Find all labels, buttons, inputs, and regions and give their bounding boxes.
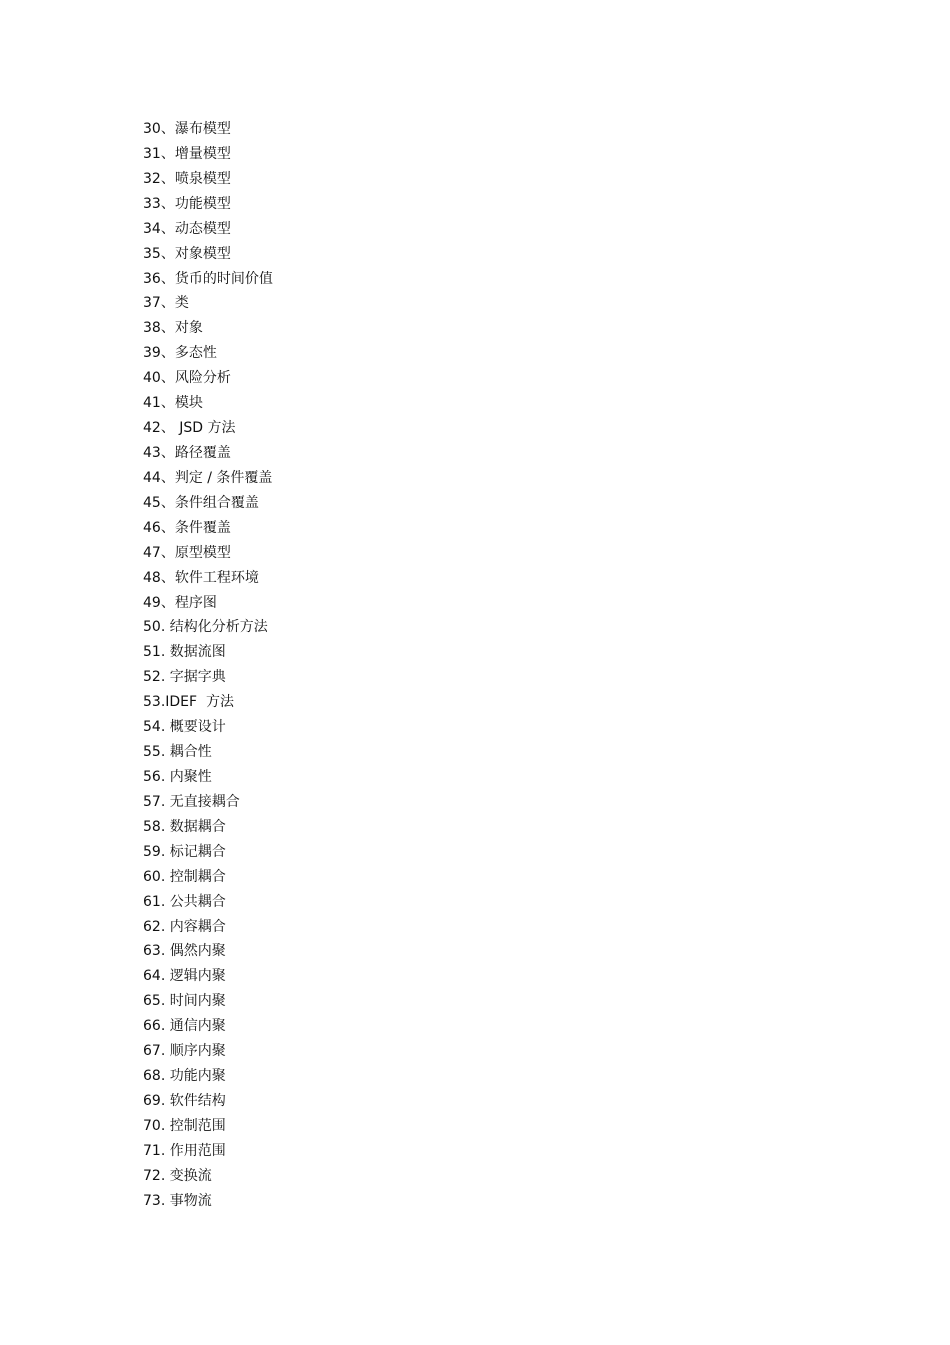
list-item: 49、程序图 (143, 594, 217, 611)
list-item: 48、软件工程环境 (143, 569, 259, 586)
list-item: 60. 控制耦合 (143, 868, 226, 885)
list-item: 36、货币的时间价值 (143, 270, 273, 287)
list-item: 62. 内容耦合 (143, 918, 226, 935)
list-item: 38、对象 (143, 320, 203, 337)
list-item: 40、风险分析 (143, 370, 231, 387)
list-item: 72. 变换流 (143, 1167, 212, 1184)
list-item: 52. 字据字典 (143, 669, 226, 686)
list-item: 70. 控制范围 (143, 1117, 226, 1134)
list-item: 54. 概要设计 (143, 719, 226, 736)
list-item: 32、喷泉模型 (143, 170, 231, 187)
list-item: 67. 顺序内聚 (143, 1043, 226, 1060)
list-item: 41、模块 (143, 395, 203, 412)
list-item: 68. 功能内聚 (143, 1068, 226, 1085)
list-item: 71. 作用范围 (143, 1142, 226, 1159)
list-item: 37、类 (143, 295, 189, 312)
list-item: 44、判定 / 条件覆盖 (143, 469, 273, 486)
list-item: 56. 内聚性 (143, 768, 212, 785)
list-item: 33、功能模型 (143, 195, 231, 212)
list-item: 46、条件覆盖 (143, 519, 231, 536)
list-item: 69. 软件结构 (143, 1092, 226, 1109)
list-item: 39、多态性 (143, 345, 217, 362)
list-item: 43、路径覆盖 (143, 444, 231, 461)
list-item: 53.IDEF 方法 (143, 694, 234, 711)
list-item: 47、原型模型 (143, 544, 231, 561)
list-item: 55. 耦合性 (143, 744, 212, 761)
list-item: 63. 偶然内聚 (143, 943, 226, 960)
list-item: 34、动态模型 (143, 220, 231, 237)
list-item: 73. 事物流 (143, 1192, 212, 1209)
list-item: 65. 时间内聚 (143, 993, 226, 1010)
list-item: 31、增量模型 (143, 145, 231, 162)
list-item: 35、对象模型 (143, 245, 231, 262)
list-item: 30、瀑布模型 (143, 121, 231, 137)
list-item: 50. 结构化分析方法 (143, 619, 268, 636)
list-item: 57. 无直接耦合 (143, 793, 240, 810)
list-item: 51. 数据流图 (143, 644, 226, 661)
list-item: 64. 逻辑内聚 (143, 968, 226, 985)
list-item: 42、 JSD 方法 (143, 420, 236, 437)
list-item: 66. 通信内聚 (143, 1018, 226, 1035)
list-item: 61. 公共耦合 (143, 893, 226, 910)
list-item: 59. 标记耦合 (143, 843, 226, 860)
term-list (143, 117, 273, 1214)
list-item: 58. 数据耦合 (143, 818, 226, 835)
list-item: 45、条件组合覆盖 (143, 494, 259, 511)
